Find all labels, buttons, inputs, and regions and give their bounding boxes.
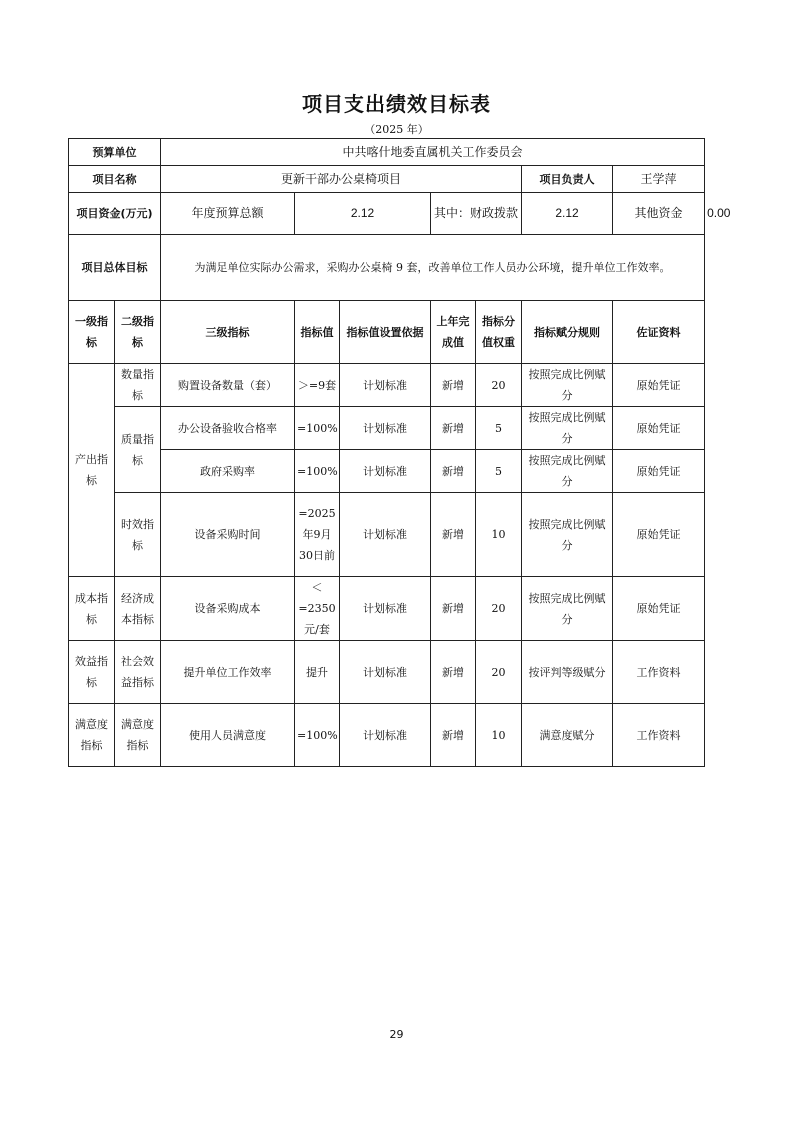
evidence-cell: 工作资料: [613, 641, 705, 704]
indicator-value-cell: ＞=9套: [295, 364, 340, 407]
basis-cell: 计划标准: [340, 364, 431, 407]
table-row: [69, 493, 705, 577]
rule-cell: 按照完成比例赋分: [522, 364, 613, 407]
evidence-cell: 原始凭证: [613, 493, 705, 577]
previous-value-cell: 新增: [431, 704, 476, 767]
col-header-level3: 三级指标: [161, 301, 295, 364]
weight-cell: 10: [476, 493, 522, 577]
level3-cell: 政府采购率: [161, 450, 295, 493]
level2-cell: 时效指标: [115, 493, 161, 577]
unit-row: [69, 139, 705, 166]
level3-cell: 提升单位工作效率: [161, 641, 295, 704]
project-name-value: 更新干部办公桌椅项目: [161, 166, 522, 193]
table-row: [69, 577, 705, 641]
weight-cell: 20: [476, 577, 522, 641]
weight-cell: 20: [476, 364, 522, 407]
goal-value: 为满足单位实际办公需求，采购办公桌椅 9 套，改善单位工作人员办公环境，提升单位工作效率。: [161, 235, 705, 301]
project-name-row: [69, 166, 705, 193]
level3-cell: 使用人员满意度: [161, 704, 295, 767]
fiscal-allocation-value: 2.12: [522, 193, 613, 235]
level3-cell: 办公设备验收合格率: [161, 407, 295, 450]
weight-cell: 20: [476, 641, 522, 704]
rule-cell: 满意度赋分: [522, 704, 613, 767]
other-funds-label: 其他资金: [613, 193, 705, 235]
col-header-level2: 二级指标: [115, 301, 161, 364]
project-name-label: 项目名称: [69, 166, 161, 193]
rule-cell: 按照完成比例赋分: [522, 450, 613, 493]
evidence-cell: 原始凭证: [613, 450, 705, 493]
evidence-cell: 工作资料: [613, 704, 705, 767]
basis-cell: 计划标准: [340, 493, 431, 577]
previous-value-cell: 新增: [431, 364, 476, 407]
level2-cell: 数量指标: [115, 364, 161, 407]
fiscal-allocation-label: 其中：财政拨款: [431, 193, 522, 235]
project-owner-value: 王学萍: [613, 166, 705, 193]
indicator-value-cell: 提升: [295, 641, 340, 704]
rule-cell: 按评判等级赋分: [522, 641, 613, 704]
annual-budget-label: 年度预算总额: [161, 193, 295, 235]
table-row: [69, 407, 705, 450]
indicator-value-cell: =2025年9月30日前: [295, 493, 340, 577]
indicator-value-cell: =100%: [295, 704, 340, 767]
goal-label: 项目总体目标: [69, 235, 161, 301]
fund-label: 项目资金(万元): [69, 193, 161, 235]
level1-cell: 产出指标: [69, 364, 115, 577]
level2-cell: 质量指标: [115, 407, 161, 493]
year-label: （2025 年）: [364, 123, 429, 136]
weight-cell: 5: [476, 450, 522, 493]
level1-cell: 效益指标: [69, 641, 115, 704]
previous-value-cell: 新增: [431, 577, 476, 641]
level1-cell: 满意度指标: [69, 704, 115, 767]
unit-label: 预算单位: [69, 139, 161, 166]
annual-budget-value: 2.12: [295, 193, 431, 235]
level3-cell: 设备采购时间: [161, 493, 295, 577]
basis-cell: 计划标准: [340, 407, 431, 450]
col-header-weight: 指标分值权重: [476, 301, 522, 364]
table-row: [69, 450, 705, 493]
fund-row: 项目资金(万元) 年度预算总额 2.12 其中：财政拨款 2.12 其他资金 0.00: [69, 193, 705, 235]
level3-cell: 设备采购成本: [161, 577, 295, 641]
rule-cell: 按照完成比例赋分: [522, 407, 613, 450]
table-row: [69, 704, 705, 767]
rule-cell: 按照完成比例赋分: [522, 493, 613, 577]
previous-value-cell: 新增: [431, 450, 476, 493]
indicator-value-cell: =100%: [295, 450, 340, 493]
col-header-evidence: 佐证资料: [613, 301, 705, 364]
level2-cell: 满意度指标: [115, 704, 161, 767]
evidence-cell: 原始凭证: [613, 577, 705, 641]
rule-cell: 按照完成比例赋分: [522, 577, 613, 641]
weight-cell: 10: [476, 704, 522, 767]
table-row: [69, 641, 705, 704]
page-number: 29: [389, 1028, 404, 1041]
level2-cell: 经济成本指标: [115, 577, 161, 641]
indicator-value-cell: ＜=2350元/套: [295, 577, 340, 641]
project-owner-label: 项目负责人: [522, 166, 613, 193]
level3-cell: 购置设备数量（套）: [161, 364, 295, 407]
column-header-row: [69, 301, 705, 364]
page-title: 项目支出绩效目标表: [302, 92, 491, 116]
previous-value-cell: 新增: [431, 641, 476, 704]
basis-cell: 计划标准: [340, 577, 431, 641]
basis-cell: 计划标准: [340, 641, 431, 704]
evidence-cell: 原始凭证: [613, 407, 705, 450]
unit-value: 中共喀什地委直属机关工作委员会: [161, 139, 705, 166]
previous-value-cell: 新增: [431, 493, 476, 577]
basis-cell: 计划标准: [340, 450, 431, 493]
evidence-cell: 原始凭证: [613, 364, 705, 407]
col-header-basis: 指标值设置依据: [340, 301, 431, 364]
previous-value-cell: 新增: [431, 407, 476, 450]
goal-row: [69, 235, 705, 301]
indicator-value-cell: =100%: [295, 407, 340, 450]
level1-cell: 成本指标: [69, 577, 115, 641]
table-row: [69, 364, 705, 407]
performance-table: [68, 138, 731, 767]
weight-cell: 5: [476, 407, 522, 450]
col-header-rule: 指标赋分规则: [522, 301, 613, 364]
col-header-level1: 一级指标: [69, 301, 115, 364]
col-header-previous: 上年完成值: [431, 301, 476, 364]
level2-cell: 社会效益指标: [115, 641, 161, 704]
basis-cell: 计划标准: [340, 704, 431, 767]
col-header-value: 指标值: [295, 301, 340, 364]
